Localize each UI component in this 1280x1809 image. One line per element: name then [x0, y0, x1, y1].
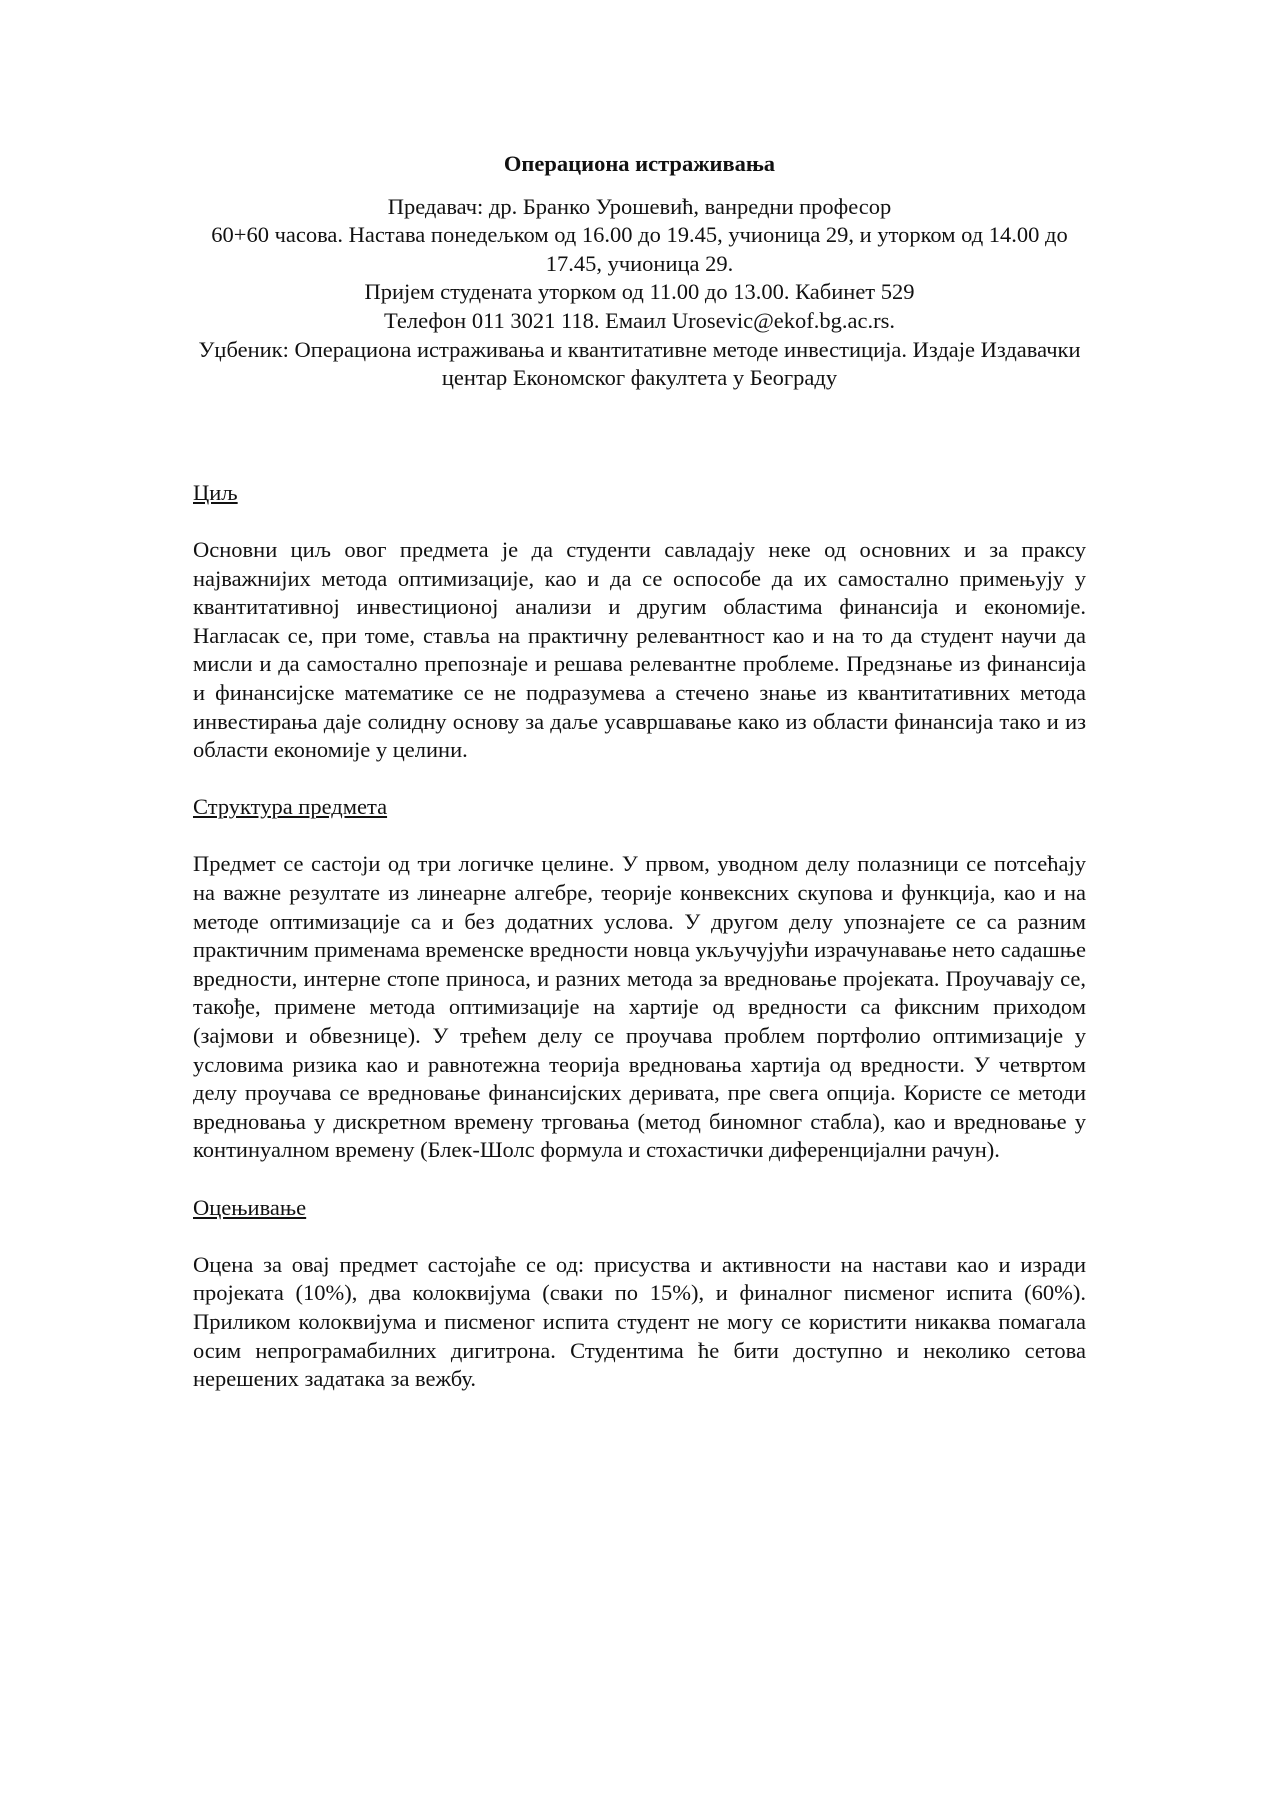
contact-line: Телефон 011 3021 118. Емаил Urosevic@ekof.bg.ac.rs. [383, 307, 896, 333]
spacer [193, 1165, 1086, 1194]
textbook-line: Уџбеник: Операциона истраживања и квантитативне методе инвестиција. Издаје Издавачки центар Економског факултета у Београду [198, 336, 1081, 391]
schedule-line: 60+60 часова. Настава понедељком од 16.00 до 19.45, учионица 29, и уторком од 14.00 до 17.45, учионица 29. [211, 222, 1068, 276]
section-heading-grading: Оцењивање [193, 1194, 307, 1220]
spacer [193, 393, 1086, 479]
section-body-grading: Оцена за овај предмет састојаће се од: присуства и активности на настави као и изради пројеката (10%), два колоквијума (сваки по 15%), и финалног писменог испита (60%). Приликом колоквијума и писменог испита студент не могу се користити никаква помагала осим непрограмабилних дигитрона. Студентима ће бити доступно и неколико сетова нерешених задатака за вежбу. [193, 1251, 1086, 1392]
spacer [193, 822, 1086, 851]
section-heading-goal: Циљ [193, 479, 238, 505]
document-page [193, 150, 1086, 1394]
lecturer-line: Предавач: др. Бранко Урошевић, ванредни професор [387, 193, 892, 219]
spacer [193, 765, 1086, 794]
course-info-header [193, 193, 1086, 393]
spacer [193, 507, 1086, 536]
spacer [193, 1222, 1086, 1251]
office-hours-line: Пријем студената уторком од 11.00 до 13.00. Кабинет 529 [364, 279, 915, 305]
document-title: Операциона истраживања [503, 151, 776, 176]
section-body-goal: Основни циљ овог предмета је да студенти савладају неке од основних и за праксу најважнијих метода оптимизације, као и да се оспособе да их самостално примењују у квантитативној инвестиционој анализи и другим областима финансија и економије. Нагласак се, при томе, ставља на практичну релевантност као и на то да студент научи да мисли и да самостално препознаје и решава релевантне проблеме. Предзнање из финансија и финансијске математике се не подразумева а стечено знање из квантитативних метода инвестирања даје солидну основу за даље усавршавање како из области финансија тако и из области економије у целини. [193, 536, 1086, 763]
section-body-structure: Предмет се састоји од три логичке целине. У првом, уводном делу полазници се потсећају на важне резултате из линеарне алгебре, теорије конвексних скупова и функција, као и на методе оптимизације са и без додатних услова. У другом делу упознајете се са разним практичним применама временске вредности новца укључујући израчунавање нето садашње вредности, интерне стопе приноса, и разних метода за вредновање пројеката. Проучавају се, такође, примене метода оптимизације на хартије од вредности са фиксним приходом (зајмови и обвезнице). У трећем делу се проучава проблем портфолио оптимизације у условима ризика као и равнотежна теорија вредновања хартија од вредности. У четвртом делу проучава се вредновање финансијских деривата, пре свега опција. Користе се методи вредновања у дискретном времену трговања (метод биномног стабла), као и вредновање у континуалном времену (Блек-Шолс формула и стохастички диференцијални рачун). [193, 851, 1086, 1163]
section-heading-structure: Структура предмета [193, 794, 388, 820]
